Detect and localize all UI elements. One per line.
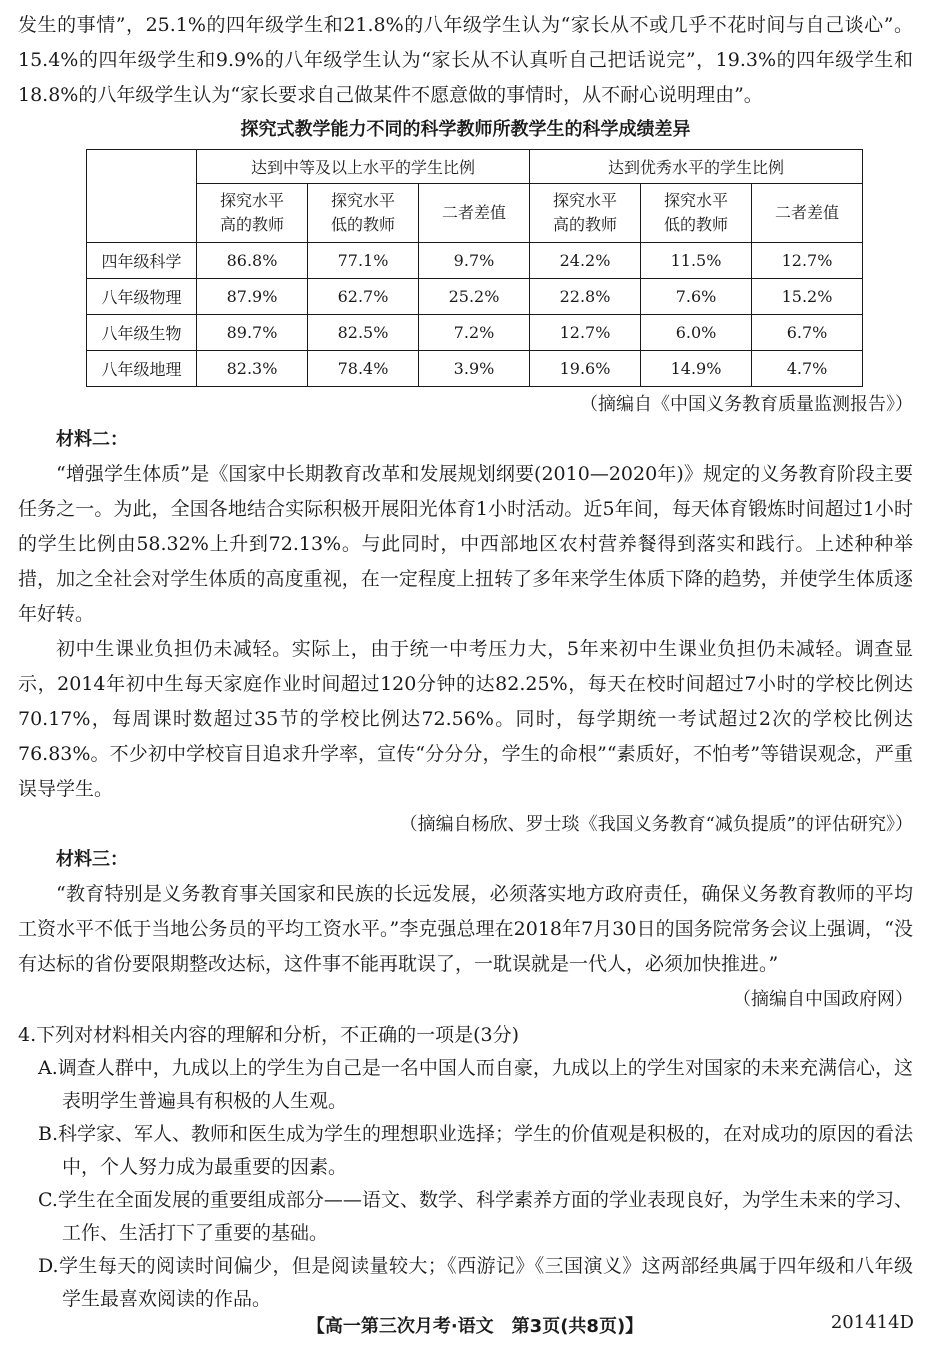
row-label: 八年级物理 <box>87 279 197 315</box>
subheader-high-teacher: 探究水平 高的教师 <box>530 184 641 243</box>
table-cell: 87.9% <box>197 279 308 315</box>
table-cell: 6.0% <box>641 315 752 351</box>
material2-paragraph: 初中生课业负担仍未减轻。实际上，由于统一中考压力大，5年来初中生课业负担仍未减轻。调查显示，2014年初中生每天家庭作业时间超过120分钟的达82.25%，每天在校时间超过7小时的学校比例达70.17%，每周课时数超过35节的学校比例达72.56%。同时，每学期统一考试超过2次的学校比例达76.83%。不少初中学校盲目追求升学率，宣传“分分分，学生的命根”“素质好，不怕考”等错误观念，严重误导学生。 <box>18 638 913 800</box>
table-cell: 82.3% <box>197 351 308 387</box>
table-row <box>87 243 863 279</box>
table-cell: 12.7% <box>752 243 863 279</box>
option-c: C.学生在全面发展的重要组成部分——语文、数学、科学素养方面的学业表现良好，为学生未来的学习、工作、生活打下了重要的基础。 <box>38 1189 913 1244</box>
question-stem: 4.下列对材料相关内容的理解和分析，不正确的一项是(3分) <box>18 1024 520 1046</box>
subheader-low-teacher: 探究水平 低的教师 <box>308 184 419 243</box>
row-label: 八年级地理 <box>87 351 197 387</box>
score-table <box>86 149 863 387</box>
material3-heading: 材料三： <box>56 849 128 870</box>
intro-paragraph: 发生的事情”，25.1%的四年级学生和21.8%的八年级学生认为“家长从不或几乎不花时间与自己谈心”。15.4%的四年级学生和9.9%的八年级学生认为“家长从不认真听自己把话说完”，19.3%的四年级学生和18.8%的八年级学生认为“家长要求自己做某件不愿意做的事情时，从不耐心说明理由”。 <box>18 14 913 106</box>
footer-exam-code: 201414D <box>830 1312 914 1333</box>
subheader-difference: 二者差值 <box>752 184 863 243</box>
table-cell: 14.9% <box>641 351 752 387</box>
table-cell: 4.7% <box>752 351 863 387</box>
table-cell: 7.6% <box>641 279 752 315</box>
option-a: A.调查人群中，九成以上的学生为自己是一名中国人而自豪，九成以上的学生对国家的未来充满信心，这表明学生普遍具有积极的人生观。 <box>38 1057 913 1112</box>
table-cell: 77.1% <box>308 243 419 279</box>
option-b: B.科学家、军人、教师和医生成为学生的理想职业选择；学生的价值观是积极的，在对成功的原因的看法中，个人努力成为最重要的因素。 <box>38 1123 914 1178</box>
table-cell: 3.9% <box>419 351 530 387</box>
material2-paragraph: “增强学生体质”是《国家中长期教育改革和发展规划纲要(2010—2020年)》规定的义务教育阶段主要任务之一。为此，全国各地结合实际积极开展阳光体育1小时活动。近5年间，每天体育锻炼时间超过1小时的学生比例由58.32%上升到72.13%。与此同时，中西部地区农村营养餐得到落实和践行。上述种种举措，加之全社会对学生体质的高度重视，在一定程度上扭转了多年来学生体质下降的趋势，并使学生体质逐年好转。 <box>18 463 913 625</box>
table-cell: 9.7% <box>419 243 530 279</box>
row-label: 八年级生物 <box>87 315 197 351</box>
table-cell: 22.8% <box>530 279 641 315</box>
table-source: （摘编自《中国义务教育质量监测报告》） <box>580 394 913 415</box>
table-corner-cell <box>87 150 197 243</box>
table-caption: 探究式教学能力不同的科学教师所教学生的科学成绩差异 <box>240 119 691 140</box>
option-d: D.学生每天的阅读时间偏少，但是阅读量较大；《西游记》《三国演义》这两部经典属于四年级和八年级学生最喜欢阅读的作品。 <box>38 1255 913 1310</box>
table-cell: 86.8% <box>197 243 308 279</box>
table-cell: 12.7% <box>530 315 641 351</box>
group-header-medium: 达到中等及以上水平的学生比例 <box>197 150 530 184</box>
material2-heading: 材料二： <box>56 429 128 450</box>
table-cell: 82.5% <box>308 315 419 351</box>
footer-page-info: 【高一第三次月考·语文 第3页(共8页)】 <box>306 1316 644 1337</box>
table-cell: 78.4% <box>308 351 419 387</box>
table-cell: 6.7% <box>752 315 863 351</box>
table-row <box>87 315 863 351</box>
table-cell: 24.2% <box>530 243 641 279</box>
group-header-excellent: 达到优秀水平的学生比例 <box>530 150 863 184</box>
material2-source: （摘编自杨欣、罗士琰《我国义务教育“减负提质”的评估研究》） <box>399 814 913 835</box>
table-cell: 62.7% <box>308 279 419 315</box>
material3-paragraph: “教育特别是义务教育事关国家和民族的长远发展，必须落实地方政府责任，确保义务教育教师的平均工资水平不低于当地公务员的平均工资水平。”李克强总理在2018年7月30日的国务院常务会议上强调，“没有达标的省份要限期整改达标，这件事不能再耽误了，一耽误就是一代人，必须加快推进。” <box>18 883 913 975</box>
exam-page <box>18 8 913 1316</box>
subheader-low-teacher: 探究水平 低的教师 <box>641 184 752 243</box>
page-footer <box>0 1312 950 1340</box>
table-cell: 89.7% <box>197 315 308 351</box>
table-row <box>87 351 863 387</box>
table-cell: 11.5% <box>641 243 752 279</box>
table-row <box>87 279 863 315</box>
table-cell: 19.6% <box>530 351 641 387</box>
subheader-high-teacher: 探究水平 高的教师 <box>197 184 308 243</box>
table-cell: 25.2% <box>419 279 530 315</box>
material3-source: （摘编自中国政府网） <box>733 989 913 1010</box>
subheader-difference: 二者差值 <box>419 184 530 243</box>
table-cell: 15.2% <box>752 279 863 315</box>
row-label: 四年级科学 <box>87 243 197 279</box>
table-cell: 7.2% <box>419 315 530 351</box>
